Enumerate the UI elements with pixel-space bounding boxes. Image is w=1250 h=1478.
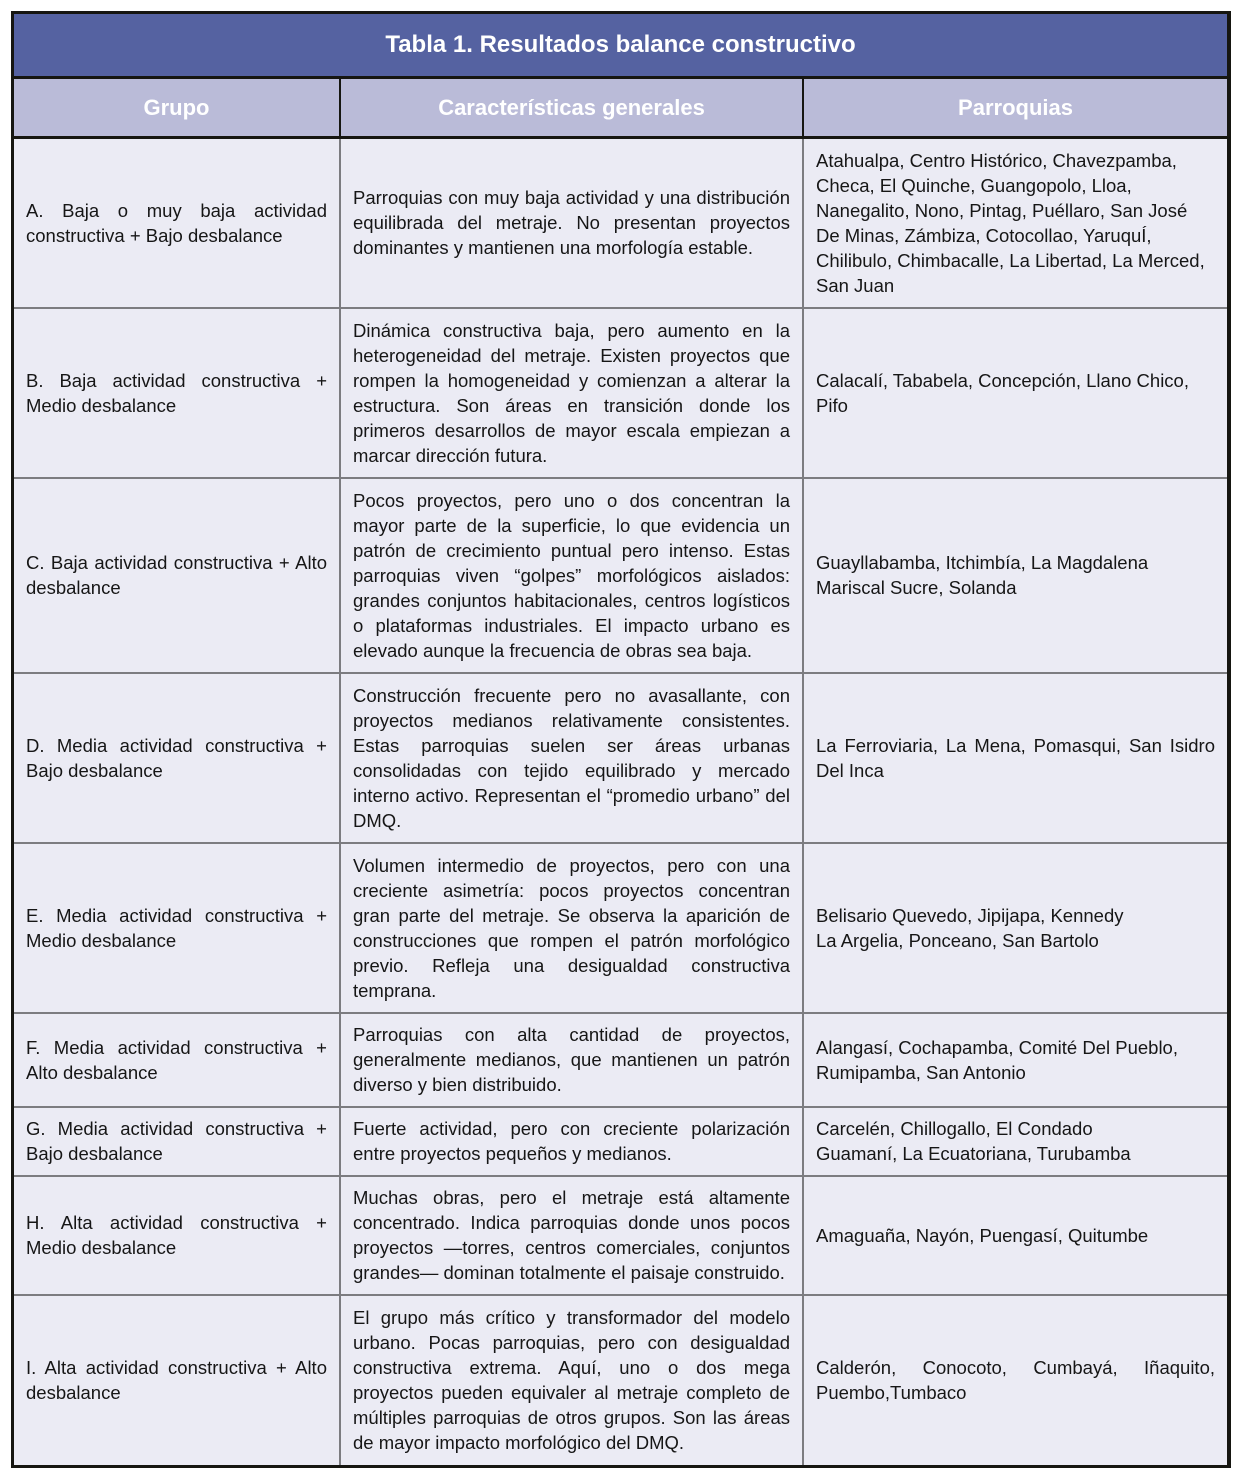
table-row (14, 1013, 1227, 1107)
parroquias-line: Belisario Quevedo, Jipijapa, Kennedy (816, 904, 1124, 926)
grupo-cell: A. Baja o muy baja actividad constructiva + Bajo desbalance (14, 138, 340, 308)
caracteristicas-cell: Dinámica constructiva baja, pero aumento en la heterogeneidad del metraje. Existen proyectos que rompen la homogeneidad y comienzan a alterar la estructura. Son áreas en transición donde los primeros desarrollos de mayor escala empiezan a marcar dirección futura. (340, 308, 803, 478)
parroquias-cell: Calacalí, Tababela, Concepción, Llano Chico, Pifo (803, 308, 1227, 478)
column-header-caracteristicas: Características generales (340, 79, 803, 138)
column-header-parroquias: Parroquias (803, 79, 1227, 138)
caracteristicas-cell: El grupo más crítico y transformador del modelo urbano. Pocas parroquias, pero con desigualdad constructiva extrema. Aquí, uno o dos mega proyectos pueden equivaler al metraje completo de múltiples parroquias de otros grupos. Son las áreas de mayor impacto morfológico del DMQ. (340, 1295, 803, 1465)
grupo-cell: D. Media actividad constructiva + Bajo desbalance (14, 673, 340, 843)
grupo-cell: E. Media actividad constructiva + Medio desbalance (14, 843, 340, 1013)
parroquias-cell: Calderón, Conocoto, Cumbayá, Iñaquito, Puembo,Tumbaco (803, 1295, 1227, 1465)
grupo-cell: G. Media actividad constructiva + Bajo desbalance (14, 1107, 340, 1176)
caracteristicas-cell: Parroquias con alta cantidad de proyectos, generalmente medianos, que mantienen un patrón diverso y bien distribuido. (340, 1013, 803, 1107)
parroquias-cell: Amaguaña, Nayón, Puengasí, Quitumbe (803, 1176, 1227, 1295)
parroquias-line: Guamaní, La Ecuatoriana, Turubamba (816, 1143, 1131, 1164)
header-row (14, 79, 1227, 138)
column-header-grupo: Grupo (14, 79, 340, 138)
parroquias-cell: La Ferroviaria, La Mena, Pomasqui, San Isidro Del Inca (803, 673, 1227, 843)
parroquias-line: Carcelén, Chillogallo, El Condado (816, 1118, 1093, 1139)
table-row (14, 478, 1227, 673)
table-row (14, 138, 1227, 308)
grupo-cell: F. Media actividad constructiva + Alto desbalance (14, 1013, 340, 1107)
parroquias-cell: Atahualpa, Centro Histórico, Chavezpamba, Checa, El Quinche, Guangopolo, Lloa, Nanegalito, Nono, Pintag, Puéllaro, San José De Minas, Zámbiza, Cotocollao, YaruquÍ, Chilibulo, Chimbacalle, La Libertad, La Merced, San Juan (803, 138, 1227, 308)
parroquias-cell (803, 1107, 1227, 1176)
parroquias-line: Guayllabamba, Itchimbía, La Magdalena (816, 552, 1149, 573)
table-row (14, 673, 1227, 843)
parroquias-line: La Argelia, Ponceano, San Bartolo (816, 929, 1099, 951)
grupo-cell: C. Baja actividad constructiva + Alto desbalance (14, 478, 340, 673)
parroquias-line: Mariscal Sucre, Solanda (816, 577, 1017, 598)
caracteristicas-cell: Parroquias con muy baja actividad y una distribución equilibrada del metraje. No presentan proyectos dominantes y mantienen una morfología estable. (340, 138, 803, 308)
grupo-cell: H. Alta actividad constructiva + Medio desbalance (14, 1176, 340, 1295)
caracteristicas-cell: Muchas obras, pero el metraje está altamente concentrado. Indica parroquias donde unos pocos proyectos —torres, centros comerciales, conjuntos grandes— dominan totalmente el paisaje construido. (340, 1176, 803, 1295)
table-row (14, 308, 1227, 478)
caracteristicas-cell: Fuerte actividad, pero con creciente polarización entre proyectos pequeños y medianos. (340, 1107, 803, 1176)
balance-table (14, 79, 1227, 1465)
results-table (11, 11, 1231, 1468)
parroquias-cell (803, 478, 1227, 673)
caracteristicas-cell: Volumen intermedio de proyectos, pero con una creciente asimetría: pocos proyectos concentran gran parte del metraje. Se observa la aparición de construcciones que rompen el patrón morfológico previo. Refleja una desigualdad constructiva temprana. (340, 843, 803, 1013)
table-row (14, 1176, 1227, 1295)
caracteristicas-cell: Construcción frecuente pero no avasallante, con proyectos medianos relativamente consistentes. Estas parroquias suelen ser áreas urbanas consolidadas con tejido equilibrado y mercado interno activo. Representan el “promedio urbano” del DMQ. (340, 673, 803, 843)
table-title: Tabla 1. Resultados balance constructivo (14, 14, 1227, 79)
parroquias-cell (803, 843, 1227, 1013)
parroquias-cell: Alangasí, Cochapamba, Comité Del Pueblo, Rumipamba, San Antonio (803, 1013, 1227, 1107)
table-row (14, 1107, 1227, 1176)
caracteristicas-cell: Pocos proyectos, pero uno o dos concentran la mayor parte de la superficie, lo que evidencia un patrón de crecimiento puntual pero intenso. Estas parroquias viven “golpes” morfológicos aislados: grandes conjuntos habitacionales, centros logísticos o plataformas industriales. El impacto urbano es elevado aunque la frecuencia de obras sea baja. (340, 478, 803, 673)
grupo-cell: B. Baja actividad constructiva + Medio desbalance (14, 308, 340, 478)
grupo-cell: I. Alta actividad constructiva + Alto desbalance (14, 1295, 340, 1465)
table-row (14, 843, 1227, 1013)
table-row (14, 1295, 1227, 1465)
